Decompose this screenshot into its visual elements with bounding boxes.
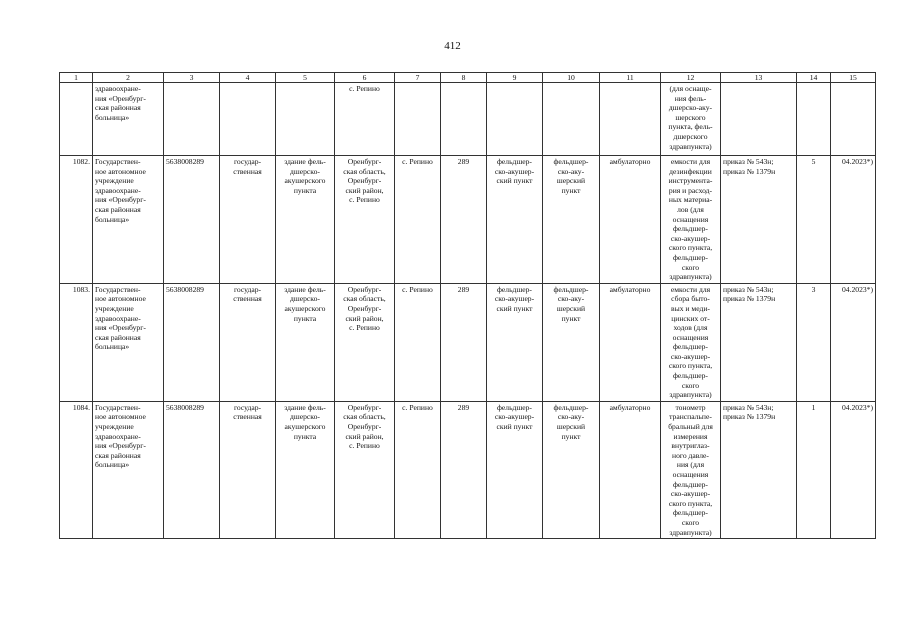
cell-unit-type: фельдшер- ско-акушер- ский пункт: [487, 283, 543, 401]
cell-ownership: государ- ственная: [220, 401, 276, 538]
cell-address: Оренбург- ская область, Оренбург- ский район, с. Репино: [335, 401, 395, 538]
cell-code: 289: [441, 283, 487, 401]
cell-date: 04.2023*): [831, 156, 876, 284]
column-number-row: [60, 73, 876, 83]
cell-date: [831, 83, 876, 156]
cell-building: здание фель- дшерско- акушерского пункта: [276, 283, 335, 401]
column-header: 4: [220, 73, 276, 83]
cell-inn: 5638008289: [164, 401, 220, 538]
cell-equipment: емкости для сбора быто- вых и меди- цинских от- ходов (для оснащения фельдшер- ско-акушер- ского пункта, фельдшер- ского здравпункта): [661, 283, 721, 401]
cell-org: здравоохране- ния «Оренбург- ская районная больница»: [93, 83, 164, 156]
cell-ownership: государ- ственная: [220, 156, 276, 284]
cell-building: [276, 83, 335, 156]
cell-care: [600, 83, 661, 156]
cell-unit-name: фельдшер- ско-аку- шерский пункт: [543, 401, 600, 538]
column-header: 13: [721, 73, 797, 83]
cell-building: здание фель- дшерско- акушерского пункта: [276, 156, 335, 284]
cell-date: 04.2023*): [831, 401, 876, 538]
cell-org: Государствен- ное автономное учреждение здравоохране- ния «Оренбург- ская районная больница»: [93, 283, 164, 401]
cell-inn: [164, 83, 220, 156]
cell-address: с. Репино: [335, 83, 395, 156]
column-header: 8: [441, 73, 487, 83]
cell-inn: 5638008289: [164, 283, 220, 401]
cell-locality: с. Репино: [395, 401, 441, 538]
column-header: 5: [276, 73, 335, 83]
cell-unit-type: фельдшер- ско-акушер- ский пункт: [487, 156, 543, 284]
cell-equipment: (для оснаще- ния фель- дшерско-аку- шерского пункта, фель- дшерского здравпункта): [661, 83, 721, 156]
cell-address: Оренбург- ская область, Оренбург- ский район, с. Репино: [335, 156, 395, 284]
cell-locality: с. Репино: [395, 283, 441, 401]
column-header: 12: [661, 73, 721, 83]
cell-ownership: [220, 83, 276, 156]
page-number: 412: [444, 40, 461, 52]
cell-care: амбулаторно: [600, 401, 661, 538]
column-header: 7: [395, 73, 441, 83]
column-header: 9: [487, 73, 543, 83]
cell-qty: 5: [797, 156, 831, 284]
table-row: [60, 156, 876, 284]
equipment-table: [59, 72, 876, 539]
cell-org: Государствен- ное автономное учреждение здравоохране- ния «Оренбург- ская районная больница»: [93, 156, 164, 284]
cell-address: Оренбург- ская область, Оренбург- ский район, с. Репино: [335, 283, 395, 401]
column-header: 14: [797, 73, 831, 83]
table-row: [60, 283, 876, 401]
column-header: 1: [60, 73, 93, 83]
cell-qty: [797, 83, 831, 156]
column-header: 2: [93, 73, 164, 83]
cell-equipment: емкости для дезинфекции инструмента- рия и расход- ных материа- лов (для оснащения фельдшер- ско-акушер- ского пункта, фельдшер- ского здравпункта): [661, 156, 721, 284]
cell-unit-type: [487, 83, 543, 156]
cell-unit-name: [543, 83, 600, 156]
cell-code: 289: [441, 156, 487, 284]
column-header: 11: [600, 73, 661, 83]
cell-order: приказ № 543н; приказ № 1379н: [721, 156, 797, 284]
cell-equipment: тонометр транспальпе- бральный для измерения внутриглаз- ного давле- ния (для оснащения фельдшер- ско-акушер- ского пункта, фельдшер- ского здравпункта): [661, 401, 721, 538]
column-header: 6: [335, 73, 395, 83]
cell-num: [60, 83, 93, 156]
cell-unit-name: фельдшер- ско-аку- шерский пункт: [543, 283, 600, 401]
cell-num: 1083.: [60, 283, 93, 401]
cell-code: 289: [441, 401, 487, 538]
cell-date: 04.2023*): [831, 283, 876, 401]
table-row-continuation: [60, 83, 876, 156]
cell-num: 1082.: [60, 156, 93, 284]
cell-order: приказ № 543н; приказ № 1379н: [721, 401, 797, 538]
cell-num: 1084.: [60, 401, 93, 538]
cell-qty: 3: [797, 283, 831, 401]
cell-code: [441, 83, 487, 156]
cell-building: здание фель- дшерско- акушерского пункта: [276, 401, 335, 538]
cell-inn: 5638008289: [164, 156, 220, 284]
cell-locality: [395, 83, 441, 156]
column-header: 3: [164, 73, 220, 83]
table-row: [60, 401, 876, 538]
cell-order: [721, 83, 797, 156]
cell-org: Государствен- ное автономное учреждение здравоохране- ния «Оренбург- ская районная больница»: [93, 401, 164, 538]
cell-unit-name: фельдшер- ско-аку- шерский пункт: [543, 156, 600, 284]
cell-qty: 1: [797, 401, 831, 538]
cell-care: амбулаторно: [600, 283, 661, 401]
cell-ownership: государ- ственная: [220, 283, 276, 401]
cell-order: приказ № 543н; приказ № 1379н: [721, 283, 797, 401]
column-header: 15: [831, 73, 876, 83]
column-header: 10: [543, 73, 600, 83]
cell-care: амбулаторно: [600, 156, 661, 284]
cell-unit-type: фельдшер- ско-акушер- ский пункт: [487, 401, 543, 538]
cell-locality: с. Репино: [395, 156, 441, 284]
